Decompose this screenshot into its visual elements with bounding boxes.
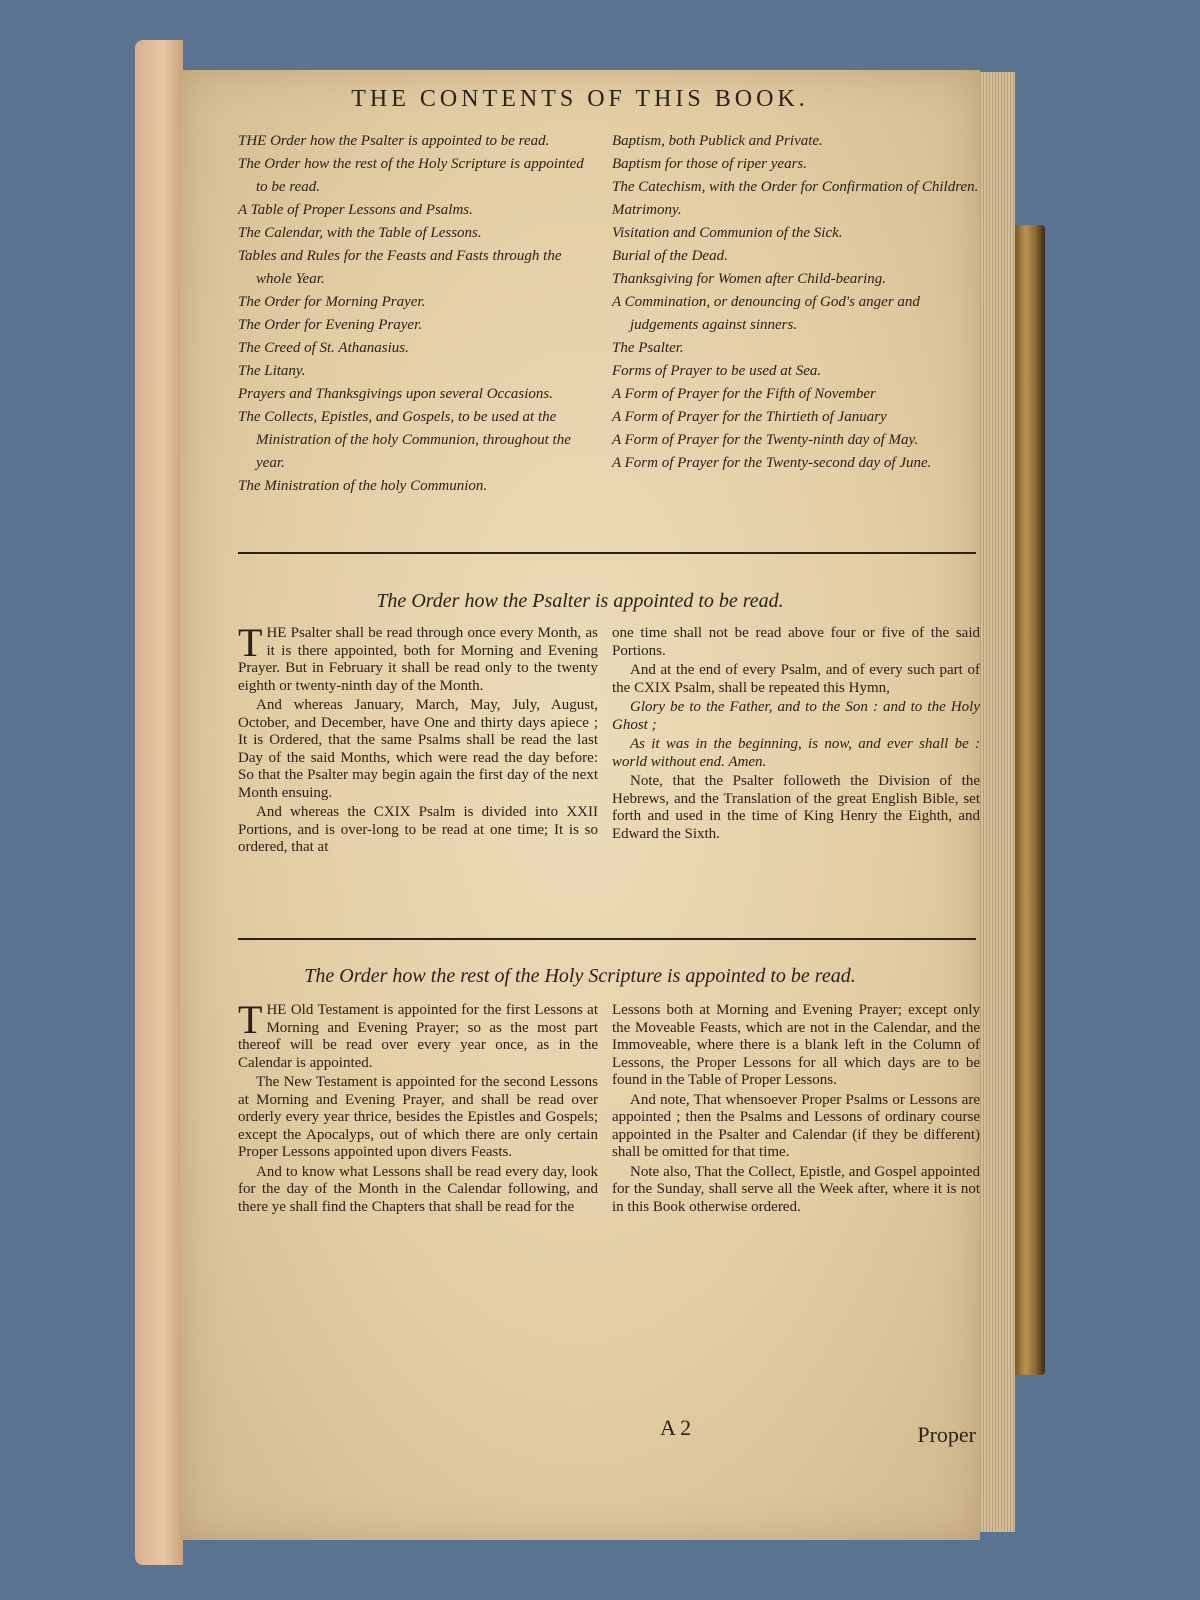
contents-item: A Commination, or denouncing of God's anger and judgements against sinners. bbox=[612, 294, 920, 333]
contents-item: The Order for Evening Prayer. bbox=[238, 317, 422, 333]
contents-item: A Table of Proper Lessons and Psalms. bbox=[238, 202, 473, 218]
contents-list-left bbox=[238, 130, 598, 498]
drop-cap: T bbox=[238, 620, 263, 665]
contents-item: The Collects, Epistles, and Gospels, to be used at the Ministration of the holy Communion, throughout the year. bbox=[238, 409, 571, 471]
section-rule bbox=[238, 552, 976, 554]
contents-list-right bbox=[612, 130, 982, 475]
contents-item: The Order for Morning Prayer. bbox=[238, 294, 426, 310]
paragraph: Lessons both at Morning and Evening Prayer; except only the Moveable Feasts, which are not in the Calendar, and the Immoveable, where there is a blank left in the Column of Lessons, the Proper Lessons for all which days are to be found in the Table of Proper Lessons. bbox=[612, 1002, 980, 1088]
contents-item: The Order how the rest of the Holy Scripture is appointed to be read. bbox=[238, 156, 584, 195]
scripture-section-title: The Order how the rest of the Holy Scripture is appointed to be read. bbox=[304, 965, 856, 987]
contents-item: The Catechism, with the Order for Confirmation of Children. bbox=[612, 179, 979, 195]
contents-item: The Litany. bbox=[238, 363, 306, 379]
book-page bbox=[180, 70, 980, 1540]
contents-item: Tables and Rules for the Feasts and Fasts through the whole Year. bbox=[238, 248, 562, 287]
contents-item: THE Order how the Psalter is appointed to be read. bbox=[238, 133, 550, 149]
contents-item: Thanksgiving for Women after Child-bearing. bbox=[612, 271, 887, 287]
paragraph: And whereas the CXIX Psalm is divided into XXII Portions, and is over-long to be read at one time; It is so ordered, that at bbox=[238, 804, 598, 855]
paragraph-text: HE Psalter shall be read through once every Month, as it is there appointed, both for Morning and Evening Prayer. But in February it shall be read only to the twenty eighth or twenty-ninth day of the Month. bbox=[238, 625, 598, 694]
contents-item: A Form of Prayer for the Twenty-second day of June. bbox=[612, 455, 932, 471]
contents-item: Matrimony. bbox=[612, 202, 682, 218]
contents-title: THE CONTENTS OF THIS BOOK. bbox=[351, 86, 809, 112]
contents-item: Visitation and Communion of the Sick. bbox=[612, 225, 843, 241]
paragraph: Note, that the Psalter followeth the Division of the Hebrews, and the Translation of the great English Bible, set forth and used in the time of King Henry the Eighth, and Edward the Sixth. bbox=[612, 773, 980, 842]
psalter-column-right bbox=[612, 625, 980, 845]
contents-item: Forms of Prayer to be used at Sea. bbox=[612, 363, 822, 379]
paragraph: And at the end of every Psalm, and of every such part of the CXIX Psalm, shall be repeated this Hymn, bbox=[612, 662, 980, 696]
drop-cap: T bbox=[238, 997, 263, 1042]
paragraph: The New Testament is appointed for the second Lessons at Morning and Evening Prayer, and shall be read over orderly every year thrice, besides the Epistles and Gospels; except the Apocalyps, out of which there are only certain Proper Lessons appointed upon divers Feasts. bbox=[238, 1074, 598, 1160]
paragraph: And whereas January, March, May, July, August, October, and December, have One and thirty days apiece ; It is Ordered, that the same Psalms shall be read the last Day of the said Months, which were read the day before: So that the Psalter may begin again the first day of the next Month ensuing. bbox=[238, 697, 598, 801]
contents-item: Baptism for those of riper years. bbox=[612, 156, 807, 172]
paragraph bbox=[238, 620, 598, 695]
paragraph: And to know what Lessons shall be read every day, look for the day of the Month in the Calendar following, and there ye shall find the Chapters that shall be read for the bbox=[238, 1163, 598, 1215]
hymn-line: As it was in the beginning, is now, and ever shall be : world without end. Amen. bbox=[612, 736, 980, 770]
contents-item: The Ministration of the holy Communion. bbox=[238, 478, 488, 494]
psalter-section-title: The Order how the Psalter is appointed to be read. bbox=[376, 590, 784, 612]
paragraph: one time shall not be read above four or five of the said Portions. bbox=[612, 625, 980, 659]
contents-item: A Form of Prayer for the Fifth of November bbox=[612, 386, 876, 402]
signature-mark: A 2 bbox=[660, 1415, 692, 1440]
hymn-line: Glory be to the Father, and to the Son : and to the Holy Ghost ; bbox=[612, 699, 980, 733]
contents-item: The Psalter. bbox=[612, 340, 684, 356]
open-book bbox=[135, 40, 1015, 1565]
scripture-column-left bbox=[238, 997, 598, 1218]
contents-item: A Form of Prayer for the Thirtieth of January bbox=[612, 409, 887, 425]
section-rule bbox=[238, 938, 976, 940]
left-page-edge bbox=[135, 40, 183, 1565]
scripture-column-right bbox=[612, 1002, 980, 1218]
paragraph: And note, That whensoever Proper Psalms or Lessons are appointed ; then the Psalms and Lessons of ordinary course appointed in the Psalter and Calendar (if they be different) shall be omitted for that time. bbox=[612, 1091, 980, 1160]
contents-item: Baptism, both Publick and Private. bbox=[612, 133, 823, 149]
catchword: Proper bbox=[917, 1422, 976, 1447]
paragraph: Note also, That the Collect, Epistle, and Gospel appointed for the Sunday, shall serve all the Week after, where it is not in this Book otherwise ordered. bbox=[612, 1163, 980, 1215]
paragraph bbox=[238, 997, 598, 1072]
book-spine bbox=[1013, 225, 1045, 1375]
contents-item: A Form of Prayer for the Twenty-ninth day of May. bbox=[612, 432, 919, 448]
contents-item: Burial of the Dead. bbox=[612, 248, 728, 264]
contents-item: The Creed of St. Athanasius. bbox=[238, 340, 409, 356]
paragraph-text: HE Old Testament is appointed for the first Lessons at Morning and Evening Prayer; so as the most part thereof will be read over every year once, as in the Calendar is appointed. bbox=[238, 1002, 598, 1071]
psalter-column-left bbox=[238, 620, 598, 859]
contents-item: Prayers and Thanksgivings upon several Occasions. bbox=[238, 386, 553, 402]
contents-item: The Calendar, with the Table of Lessons. bbox=[238, 225, 482, 241]
